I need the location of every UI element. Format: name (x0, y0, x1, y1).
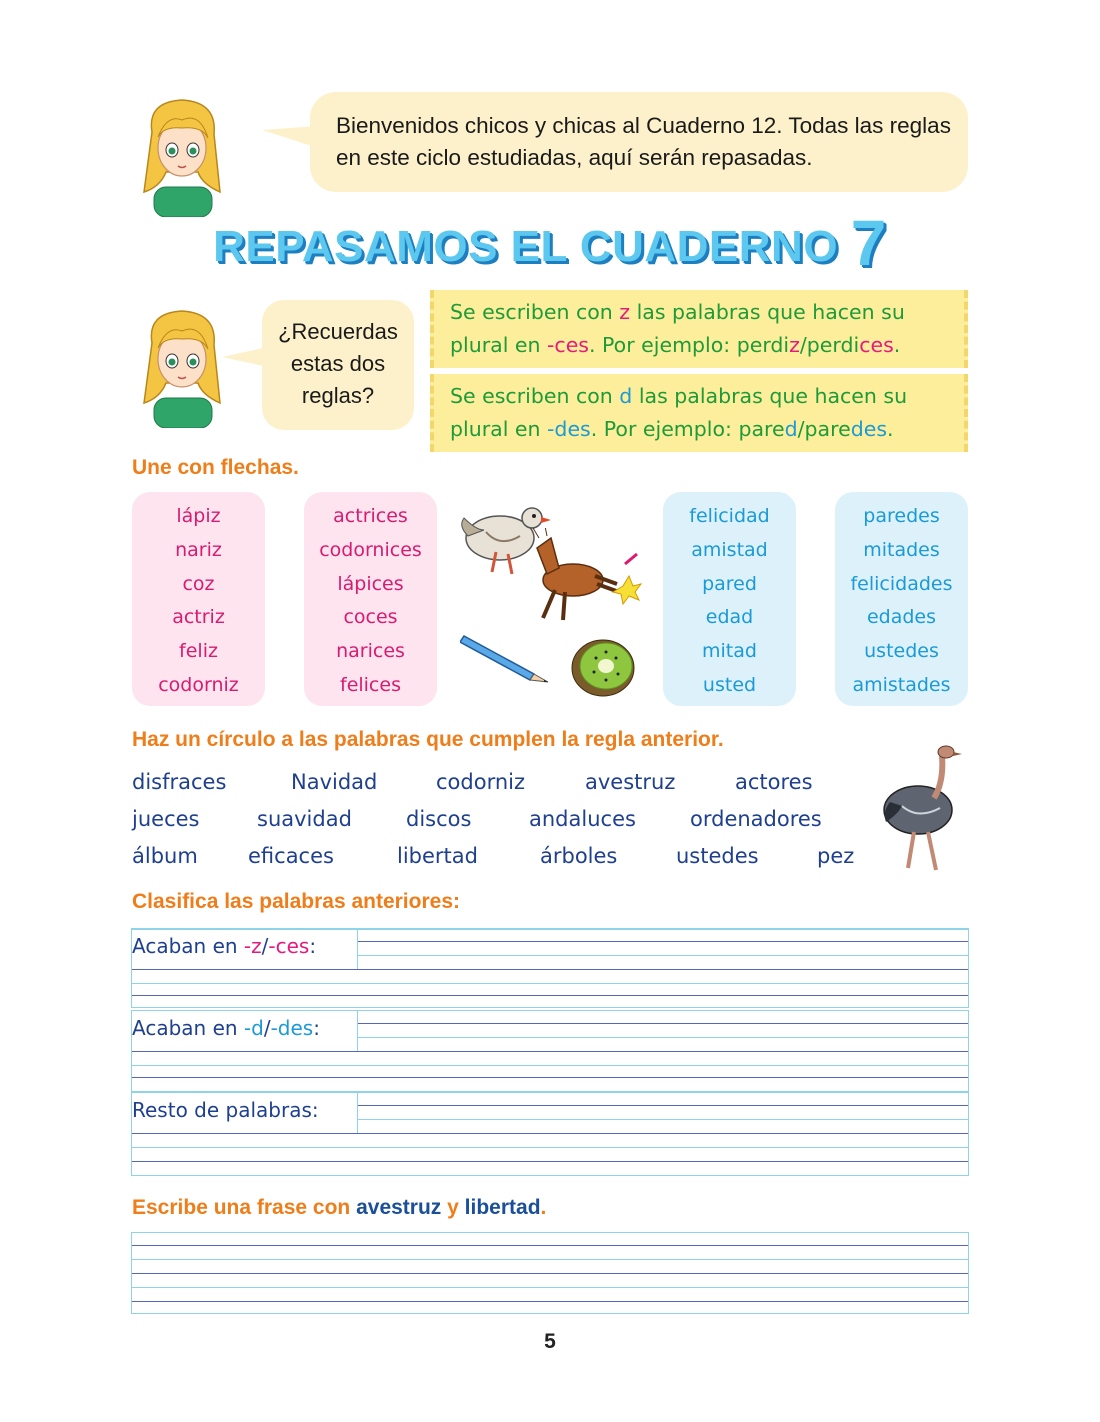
circle-word[interactable]: actores (735, 770, 813, 794)
rule-example-letter: d (784, 417, 798, 441)
word-item[interactable]: felicidades (850, 572, 953, 595)
word-item[interactable]: felicidad (689, 505, 770, 527)
pencil-icon (460, 628, 552, 684)
writing-lines-z[interactable] (131, 928, 969, 1008)
circle-word[interactable]: Navidad (291, 770, 378, 794)
rule-letter: d (619, 384, 633, 408)
label-suffix: -z (243, 934, 262, 958)
word-item[interactable]: amistades (852, 673, 951, 696)
word-item[interactable]: mitades (863, 538, 940, 561)
circle-word[interactable]: árboles (540, 844, 618, 868)
word-column-1 (132, 492, 265, 706)
label-text: Acaban en (132, 1016, 244, 1040)
ostrich-icon (878, 742, 964, 874)
kiwi-icon (570, 638, 636, 698)
rule-z-box (430, 290, 968, 368)
intro-text: Bienvenidos chicos y chicas al Cuaderno 12. Todas las reglas en este ciclo estudiadas, aquí serán repasadas. (336, 113, 951, 170)
rule-text: Se escriben con (450, 300, 620, 324)
word-item[interactable]: feliz (179, 640, 218, 663)
word-item[interactable]: narices (336, 640, 405, 663)
rule-suffix: -des (547, 417, 591, 441)
word-item[interactable]: codorniz (158, 673, 239, 696)
classify-label-rest: Resto de palabras: (132, 1098, 319, 1122)
circle-word[interactable]: pez (817, 844, 855, 868)
word-item[interactable]: usted (702, 673, 757, 696)
word-item[interactable]: mitad (702, 640, 757, 663)
word-item[interactable]: coz (182, 572, 215, 595)
heading-keyword: avestruz (356, 1196, 442, 1219)
label-text: Acaban en (132, 934, 244, 958)
writing-lines-d[interactable] (131, 1010, 969, 1092)
page-number: 5 (544, 1330, 556, 1353)
circle-word[interactable]: discos (406, 807, 472, 831)
rule-text: . (893, 333, 901, 357)
rule-text: . Por ejemplo: perdi (589, 333, 790, 357)
writing-lines-sentence[interactable] (131, 1232, 969, 1314)
circle-word[interactable]: eficaces (248, 844, 334, 868)
rule-text: Se escriben con (450, 384, 620, 408)
exercise3-heading: Clasifica las palabras anteriores: (132, 890, 460, 913)
label-text: : (309, 934, 317, 958)
label-text: : (313, 1016, 320, 1040)
circle-word[interactable]: ordenadores (690, 807, 822, 831)
word-item[interactable]: nariz (175, 538, 222, 561)
question-text: ¿Recuerdas estas dos reglas? (278, 319, 398, 408)
word-column-4 (835, 492, 968, 706)
word-column-2 (304, 492, 437, 706)
exercise4-heading (132, 1196, 546, 1220)
page-title-text: REPASAMOS EL CUADERNO (213, 222, 839, 271)
word-item[interactable]: coces (343, 606, 398, 629)
rule-text: /pare (797, 417, 851, 441)
circle-word[interactable]: andaluces (529, 807, 636, 831)
heading-keyword: libertad (464, 1196, 541, 1219)
rule-text: las palabras que hacen su plural en (450, 300, 905, 357)
girl-avatar-icon (132, 92, 232, 217)
rule-d-box (430, 374, 968, 452)
horse-kicking-icon (525, 528, 643, 628)
heading-text: Escribe una frase con (132, 1196, 357, 1219)
exercise1-heading: Une con flechas. (132, 456, 299, 479)
rule-text: . Por ejemplo: pare (590, 417, 785, 441)
rule-letter: z (619, 300, 631, 324)
circle-word[interactable]: libertad (397, 844, 478, 868)
rule-suffix: -ces (547, 333, 589, 357)
word-item[interactable]: actriz (172, 606, 225, 629)
rule-example-suffix: des (850, 417, 888, 441)
writing-lines-rest[interactable] (131, 1092, 969, 1176)
bubble-tail-icon (262, 122, 318, 152)
word-item[interactable]: lápices (337, 572, 404, 595)
exercise2-heading: Haz un círculo a las palabras que cumplen la regla anterior. (132, 728, 724, 751)
page-title-number: 7 (850, 207, 887, 279)
circle-word[interactable]: codorniz (436, 770, 526, 794)
word-item[interactable]: amistad (691, 538, 768, 561)
word-item[interactable]: edades (866, 606, 937, 629)
label-suffix: -ces (268, 934, 310, 958)
word-item[interactable]: actrices (333, 505, 408, 527)
label-suffix: -des (270, 1016, 314, 1040)
rule-example-suffix: ces (859, 333, 894, 357)
rule-text: /perdi (799, 333, 860, 357)
circle-word[interactable]: suavidad (257, 807, 352, 831)
circle-word[interactable]: jueces (132, 807, 200, 831)
girl-avatar-icon (132, 303, 232, 428)
word-item[interactable]: felices (340, 673, 401, 696)
circle-word[interactable]: álbum (132, 844, 198, 868)
heading-text: . (540, 1196, 547, 1219)
word-item[interactable]: lápiz (176, 505, 221, 527)
page-title (0, 206, 1100, 280)
rule-text: . (887, 417, 894, 441)
rule-text: las palabras que hacen su plural en (450, 384, 908, 441)
word-item[interactable]: edad (705, 606, 754, 629)
rule-example-letter: z (789, 333, 800, 357)
label-text: / (261, 934, 269, 958)
circle-word[interactable]: avestruz (585, 770, 676, 794)
word-item[interactable]: paredes (863, 505, 940, 527)
word-item[interactable]: pared (702, 572, 757, 595)
circle-word[interactable]: ustedes (676, 844, 759, 868)
circle-word[interactable]: disfraces (132, 770, 227, 794)
label-text: / (263, 1016, 271, 1040)
word-item[interactable]: codornices (319, 538, 422, 561)
label-suffix: -d (243, 1016, 264, 1040)
word-item[interactable]: ustedes (864, 640, 939, 663)
word-column-3 (663, 492, 796, 706)
heading-text: y (441, 1196, 465, 1219)
